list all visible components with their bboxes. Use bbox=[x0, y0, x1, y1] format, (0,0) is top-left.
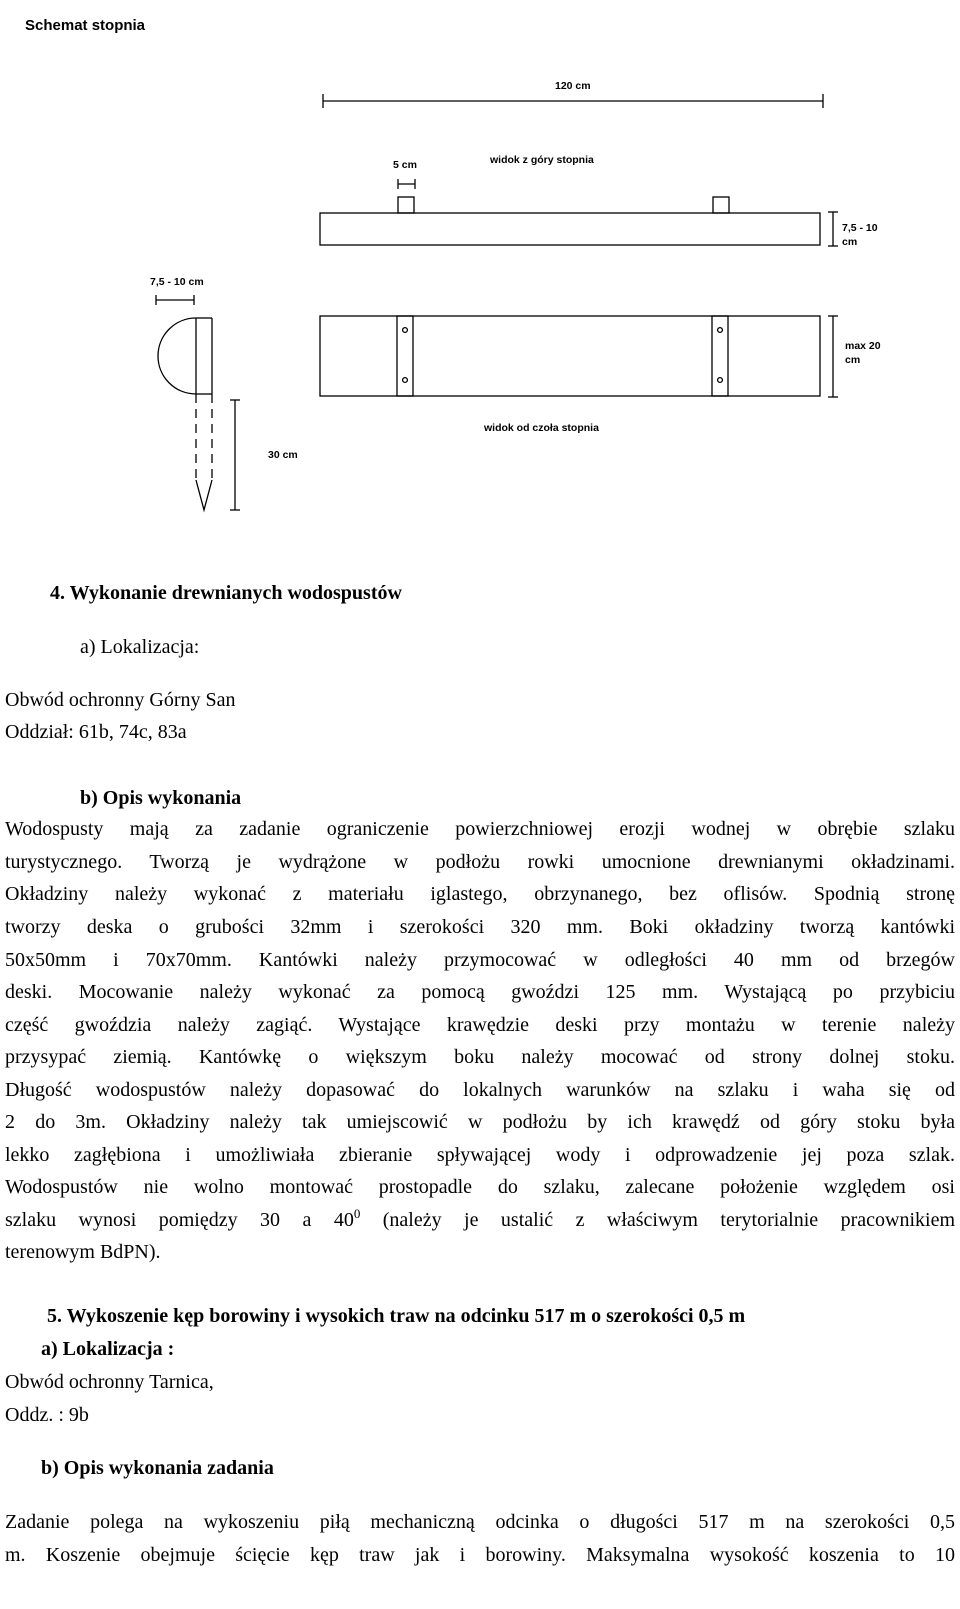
section-4-line: Okładziny należy wykonać z materiału iglastego, obrzynanego, bez oflisów. Spodnią stronę bbox=[5, 883, 955, 905]
section-5-line: m. Koszenie obejmuje ścięcie kęp traw jak i borowiny. Maksymalna wysokość koszenia to 10 bbox=[5, 1544, 955, 1566]
label-post-width: 5 cm bbox=[393, 159, 417, 171]
section-4-line: lekko zagłębiona i umożliwiała zbieranie spływającej wody i odprowadzenie jej poza szlak. bbox=[5, 1144, 955, 1166]
label-width-total: 120 cm bbox=[555, 80, 591, 92]
section-5-sub-b: b) Opis wykonania zadania bbox=[41, 1457, 274, 1479]
step-schematic bbox=[0, 0, 960, 540]
dim-stake-length bbox=[230, 400, 240, 510]
label-side-width: 7,5 - 10 cm bbox=[150, 276, 204, 288]
diagram-title: Schemat stopnia bbox=[25, 17, 146, 34]
label-front-height: max 20 cm bbox=[845, 340, 881, 366]
angle-degree-sup: 0 bbox=[353, 1206, 361, 1221]
section-4-sub-a: a) Lokalizacja: bbox=[80, 636, 200, 658]
dim-post-width bbox=[398, 179, 415, 189]
section-5-loc-line2: Oddz. : 9b bbox=[5, 1404, 89, 1426]
section-4-line: Wodospusty mają za zadanie ograniczenie powierzchniowej erozji wodnej w obrębie szlaku bbox=[5, 818, 955, 840]
section-4-line: Wodospustów nie wolno montować prostopadle do szlaku, zalecane położenie względem osi bbox=[5, 1176, 955, 1198]
side-view-stake bbox=[158, 318, 212, 510]
angle-text-pre: szlaku wynosi pomiędzy 30 a 40 bbox=[5, 1209, 354, 1231]
section-4-line: tworzy deska o grubości 32mm i szerokości 320 mm. Boki okładziny tworzą kantówki bbox=[5, 916, 955, 938]
section-5-line: Zadanie polega na wykoszeniu piłą mechaniczną odcinka o długości 517 m na szerokości 0,5 bbox=[5, 1511, 955, 1533]
dim-width-total bbox=[323, 94, 823, 108]
section-4-loc-line1: Obwód ochronny Górny San bbox=[5, 689, 236, 711]
section-4-line: turystycznego. Tworzą je wydrążone w podłożu rowki umocnione drewnianymi okładzinami. bbox=[5, 851, 955, 873]
section-4-line: Długość wodospustów należy dopasować do lokalnych warunków na szlaku i waha się od bbox=[5, 1079, 955, 1101]
dim-front-height bbox=[828, 316, 838, 397]
section-4-last-line: terenowym BdPN). bbox=[5, 1241, 161, 1263]
section-4-line: deski. Mocowanie należy wykonać za pomocą gwoździ 125 mm. Wystającą po przybiciu bbox=[5, 981, 955, 1003]
section-4-line: część gwoździa należy zagiąć. Wystające krawędzie deski przy montażu w terenie należy bbox=[5, 1014, 955, 1036]
section-5-sub-a: a) Lokalizacja : bbox=[41, 1338, 175, 1360]
section-4-angle-line bbox=[5, 1206, 955, 1232]
angle-text-post: (należy je ustalić z właściwym terytorialnie pracownikiem bbox=[360, 1209, 955, 1231]
section-4-heading: 4. Wykonanie drewnianych wodospustów bbox=[50, 582, 402, 604]
section-4-line: 2 do 3m. Okładziny należy tak umiejscowić w podłożu by ich krawędź od góry stoku była bbox=[5, 1111, 955, 1133]
front-view-board bbox=[320, 316, 820, 396]
dim-side-width bbox=[156, 295, 194, 305]
section-4-line: przysypać ziemią. Kantówkę o większym boku należy mocować od strony dolnej stoku. bbox=[5, 1046, 955, 1068]
section-4-line: 50x50mm i 70x70mm. Kantówki należy przymocować w odległości 40 mm od brzegów bbox=[5, 949, 955, 971]
section-5-heading: 5. Wykoszenie kęp borowiny i wysokich traw na odcinku 517 m o szerokości 0,5 m bbox=[47, 1305, 746, 1327]
section-5-loc-line1: Obwód ochronny Tarnica, bbox=[5, 1371, 214, 1393]
label-top-thickness: 7,5 - 10 cm bbox=[842, 222, 878, 248]
label-stake-length: 30 cm bbox=[268, 449, 298, 461]
top-view-board bbox=[320, 197, 820, 245]
dim-top-thickness bbox=[828, 212, 838, 246]
section-4-loc-line2: Oddział: 61b, 74c, 83a bbox=[5, 721, 187, 743]
label-front-view: widok od czoła stopnia bbox=[484, 422, 599, 434]
label-top-view: widok z góry stopnia bbox=[490, 154, 594, 166]
section-4-sub-b: b) Opis wykonania bbox=[80, 787, 242, 809]
